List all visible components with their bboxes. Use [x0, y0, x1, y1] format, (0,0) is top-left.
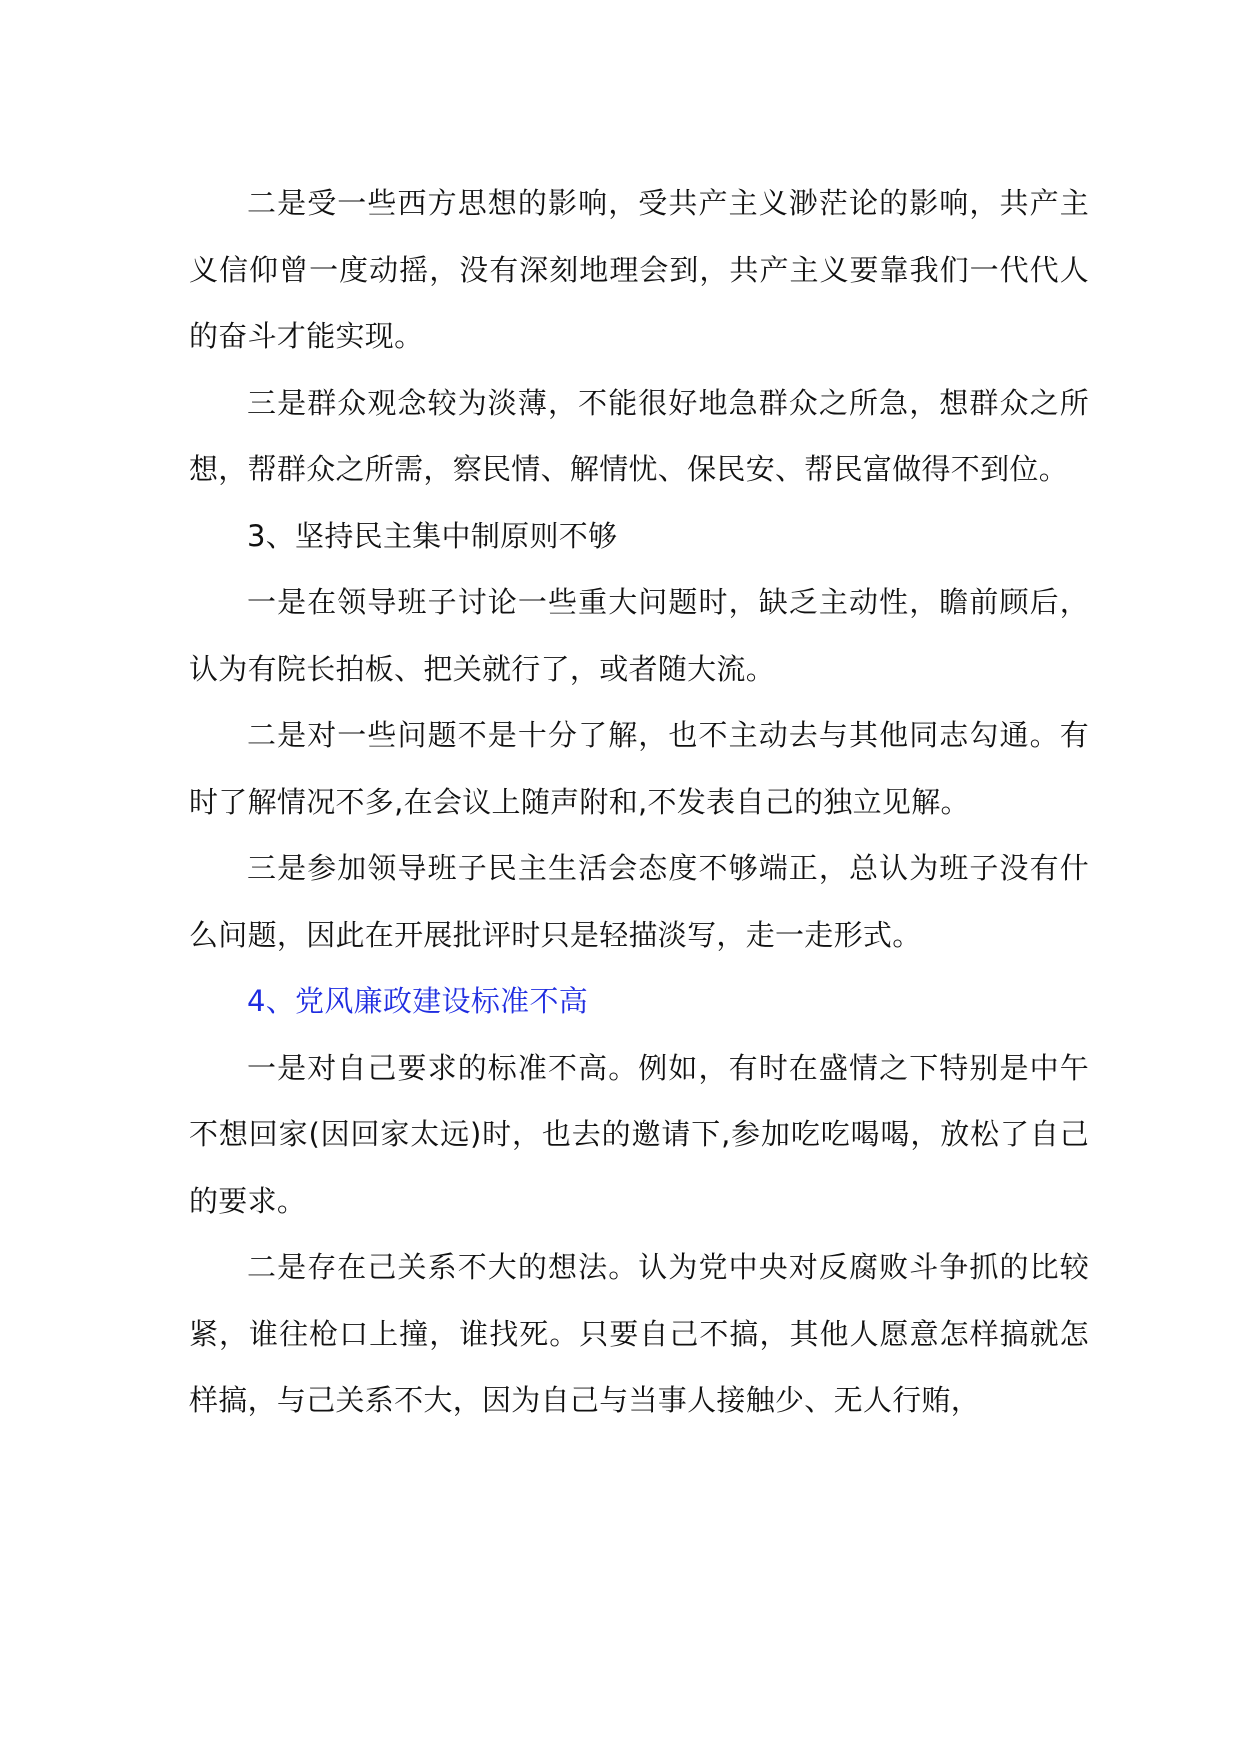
paragraph-mass-view: 三是群众观念较为淡薄，不能很好地急群众之所急，想群众之所想，帮群众之所需，察民情、解情忧、保民安、帮民富做得不到位。 [189, 385, 1089, 486]
paragraph-communication: 二是对一些问题不是十分了解，也不主动去与其他同志勾通。有时了解情况不多,在会议上随声附和,不发表自己的独立见解。 [189, 718, 1089, 819]
document-page [189, 170, 1089, 1434]
section-heading-democratic-centralism: 3、坚持民主集中制原则不够 [247, 518, 618, 553]
paragraph-self-standards: 一是对自己要求的标准不高。例如，有时在盛情之下特别是中午不想回家(因回家太远)时，也去的邀请下,参加吃吃喝喝，放松了自己的要求。 [189, 1050, 1089, 1218]
section-heading-integrity: 4、党风廉政建设标准不高 [247, 984, 589, 1018]
paragraph-criticism: 三是参加领导班子民主生活会态度不够端正，总认为班子没有什么问题，因此在开展批评时只是轻描淡写，走一走形式。 [189, 851, 1089, 952]
paragraph-western-thought: 二是受一些西方思想的影响，受共产主义渺茫论的影响，共产主义信仰曾一度动摇，没有深刻地理会到，共产主义要靠我们一代代人的奋斗才能实现。 [189, 186, 1089, 353]
paragraph-anti-corruption: 二是存在己关系不大的想法。认为党中央对反腐败斗争抓的比较紧，谁往枪口上撞，谁找死。只要自己不搞，其他人愿意怎样搞就怎样搞，与己关系不大，因为自己与当事人接触少、无人行贿， [189, 1250, 1089, 1417]
paragraph-initiative: 一是在领导班子讨论一些重大问题时，缺乏主动性，瞻前顾后，认为有院长拍板、把关就行了，或者随大流。 [189, 585, 1089, 686]
